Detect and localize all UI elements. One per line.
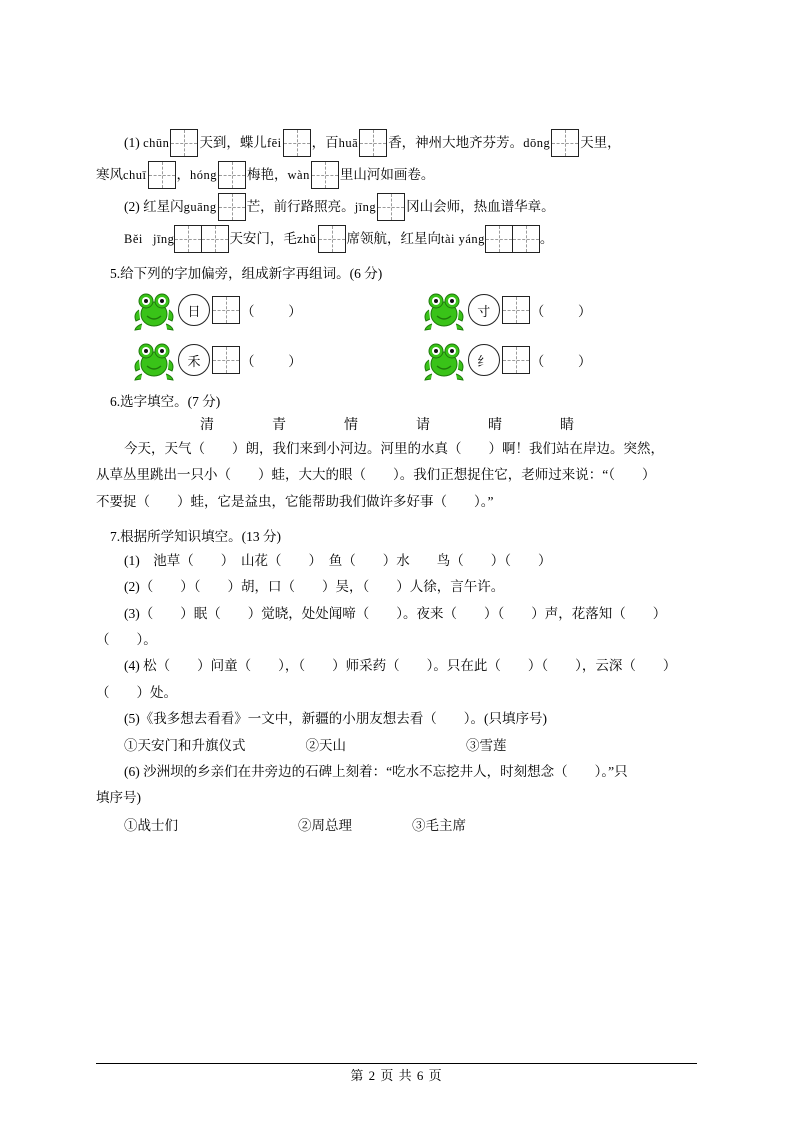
pinyin-bei: Běi <box>124 231 143 246</box>
answer-paren[interactable]: （ ） <box>241 354 302 369</box>
tianzige-box[interactable] <box>377 193 405 221</box>
answer-paren[interactable]: （ ） <box>241 304 302 319</box>
pinyin-chui: chuī <box>123 167 147 182</box>
text-segment: 里山河如画卷。 <box>339 167 435 183</box>
tianzige-box[interactable] <box>512 225 540 253</box>
radical-circle: 日 <box>178 294 210 326</box>
frog-icon <box>132 338 176 382</box>
pinyin-jing: jīng <box>354 199 377 214</box>
tianzige-box[interactable] <box>359 129 387 157</box>
question-5-item <box>422 338 592 382</box>
tianzige-pair[interactable] <box>485 224 540 254</box>
question-7-options-5 <box>96 732 700 759</box>
tianzige-box[interactable] <box>212 346 240 374</box>
radical-circle: 寸 <box>468 294 500 326</box>
option-3[interactable]: ③毛主席 <box>412 817 466 833</box>
question-4-item-2-line-2 <box>96 224 700 254</box>
pinyin-hong: hóng <box>190 167 218 182</box>
question-5-item <box>132 338 302 382</box>
question-5-row-2 <box>96 338 700 382</box>
question-7-title: 7.根据所学知识填空。(13 分) <box>110 528 281 544</box>
question-5-title: 5.给下列的字加偏旁，组成新字再组词。(6 分) <box>110 266 383 281</box>
pinyin-wan: wàn <box>287 167 310 182</box>
text-segment: 红星闪 <box>143 199 184 215</box>
page-content <box>96 128 700 839</box>
frog-icon <box>422 338 466 382</box>
tianzige-box[interactable] <box>502 346 530 374</box>
question-7-line-4b[interactable]: （ ）处。 <box>96 684 177 700</box>
text-segment: 芒，前行路照亮。 <box>246 199 355 215</box>
text-segment: 天安门，毛 <box>229 231 297 247</box>
question-7-line-6b[interactable]: 填序号) <box>96 790 141 806</box>
question-4-item-1-line-2 <box>96 160 700 190</box>
tianzige-box[interactable] <box>502 296 530 324</box>
question-4-item-2-line-1 <box>96 192 700 222</box>
frog-icon <box>132 288 176 332</box>
page-footer: 第 2 页 共 6 页 <box>350 1068 443 1083</box>
pinyin-hua: huā <box>338 135 359 150</box>
tianzige-box[interactable] <box>148 161 176 189</box>
text-segment: 寒风 <box>96 167 123 183</box>
pinyin-guang: guāng <box>183 199 217 214</box>
text-segment: 。 <box>539 231 554 247</box>
tianzige-box[interactable] <box>218 193 246 221</box>
text-segment: ，百 <box>311 135 339 151</box>
pinyin-chun: chūn <box>143 135 170 150</box>
question-6-char-bank: 清 青 情 请 晴 睛 <box>200 418 596 433</box>
tianzige-box[interactable] <box>311 161 339 189</box>
question-6-title: 6.选字填空。(7 分) <box>110 394 221 409</box>
tianzige-box[interactable] <box>174 225 202 253</box>
pinyin-dong: dōng <box>523 135 551 150</box>
question-7-line-3[interactable]: (3)（ ）眠（ ）觉晓，处处闻啼（ ）。夜来（ ）（ ）声，花落知（ ） <box>124 605 667 621</box>
question-6-body-line-3[interactable]: 不要捉（ ）蛙，它是益虫，它能帮助我们做许多好事（ ）。” <box>96 493 494 509</box>
footer-divider <box>96 1063 697 1064</box>
question-5-row-1 <box>96 288 700 332</box>
option-1[interactable]: ①天安门和升旗仪式 <box>124 738 246 754</box>
tianzige-box[interactable] <box>201 225 229 253</box>
question-4-item-1-line-1 <box>96 128 700 158</box>
pinyin-taiyang: tài yáng <box>441 231 485 246</box>
answer-paren[interactable]: （ ） <box>530 304 592 319</box>
question-6-body-line-1[interactable]: 今天，天气（ ）朗，我们来到小河边。河里的水真（ ）啊！我们站在岸边。突然， <box>124 441 664 456</box>
radical-circle: 纟 <box>468 344 500 376</box>
text-segment: 冈山会师，热血谱华章。 <box>406 199 555 215</box>
question-5-item <box>132 288 302 332</box>
tianzige-box[interactable] <box>551 129 579 157</box>
question-6-body-line-2[interactable]: 从草丛里跳出一只小（ ）蛙，大大的眼（ ）。我们正想捉住它，老师过来说：“（ ） <box>96 467 656 483</box>
answer-paren[interactable]: （ ） <box>530 354 592 369</box>
tianzige-box[interactable] <box>212 296 240 324</box>
option-2[interactable]: ②周总理 <box>298 817 352 833</box>
text-segment: 梅艳， <box>247 167 288 183</box>
item-label: (1) <box>124 135 140 151</box>
text-segment: 香，神州大地齐芬芳。 <box>388 135 524 151</box>
tianzige-box[interactable] <box>318 225 346 253</box>
question-7-line-1[interactable]: (1) 池草（ ） 山花（ ） 鱼（ ）水 鸟（ ）（ ） <box>124 552 552 568</box>
pinyin-zhu: zhǔ <box>296 231 317 246</box>
tianzige-box[interactable] <box>218 161 246 189</box>
pinyin-jing: jīng <box>152 231 175 246</box>
question-7-line-3b[interactable]: （ ）。 <box>96 631 157 647</box>
tianzige-pair[interactable] <box>174 224 229 254</box>
radical-circle: 禾 <box>178 344 210 376</box>
question-7-line-5[interactable]: (5)《我多想去看看》一文中，新疆的小朋友想去看（ ）。(只填序号) <box>124 710 547 726</box>
text-segment: 天到，蝶儿 <box>199 135 267 151</box>
question-7-options-6 <box>96 812 700 839</box>
option-1[interactable]: ①战士们 <box>124 817 178 833</box>
frog-icon <box>422 288 466 332</box>
option-3[interactable]: ③雪莲 <box>466 738 507 754</box>
text-segment: 席领航，红星向 <box>346 231 441 247</box>
question-7-line-2[interactable]: (2)（ ）（ ）胡，口（ ）吴，（ ）人徐，言午许。 <box>124 579 505 595</box>
question-5-item <box>422 288 592 332</box>
item-label: (2) <box>124 199 140 215</box>
text-segment: 天里， <box>580 135 621 151</box>
tianzige-box[interactable] <box>485 225 513 253</box>
question-7-line-4[interactable]: (4) 松（ ）问童（ ），（ ）师采药（ ）。只在此（ ）（ ），云深（ ） <box>124 658 677 674</box>
tianzige-box[interactable] <box>283 129 311 157</box>
question-7-line-6[interactable]: (6) 沙洲坝的乡亲们在井旁边的石碑上刻着：“吃水不忘挖井人，时刻想念（ ）。”只 <box>124 764 628 780</box>
option-2[interactable]: ②天山 <box>305 738 346 754</box>
tianzige-box[interactable] <box>170 129 198 157</box>
pinyin-fei: fēi <box>266 135 282 150</box>
text-segment: ， <box>176 167 191 183</box>
